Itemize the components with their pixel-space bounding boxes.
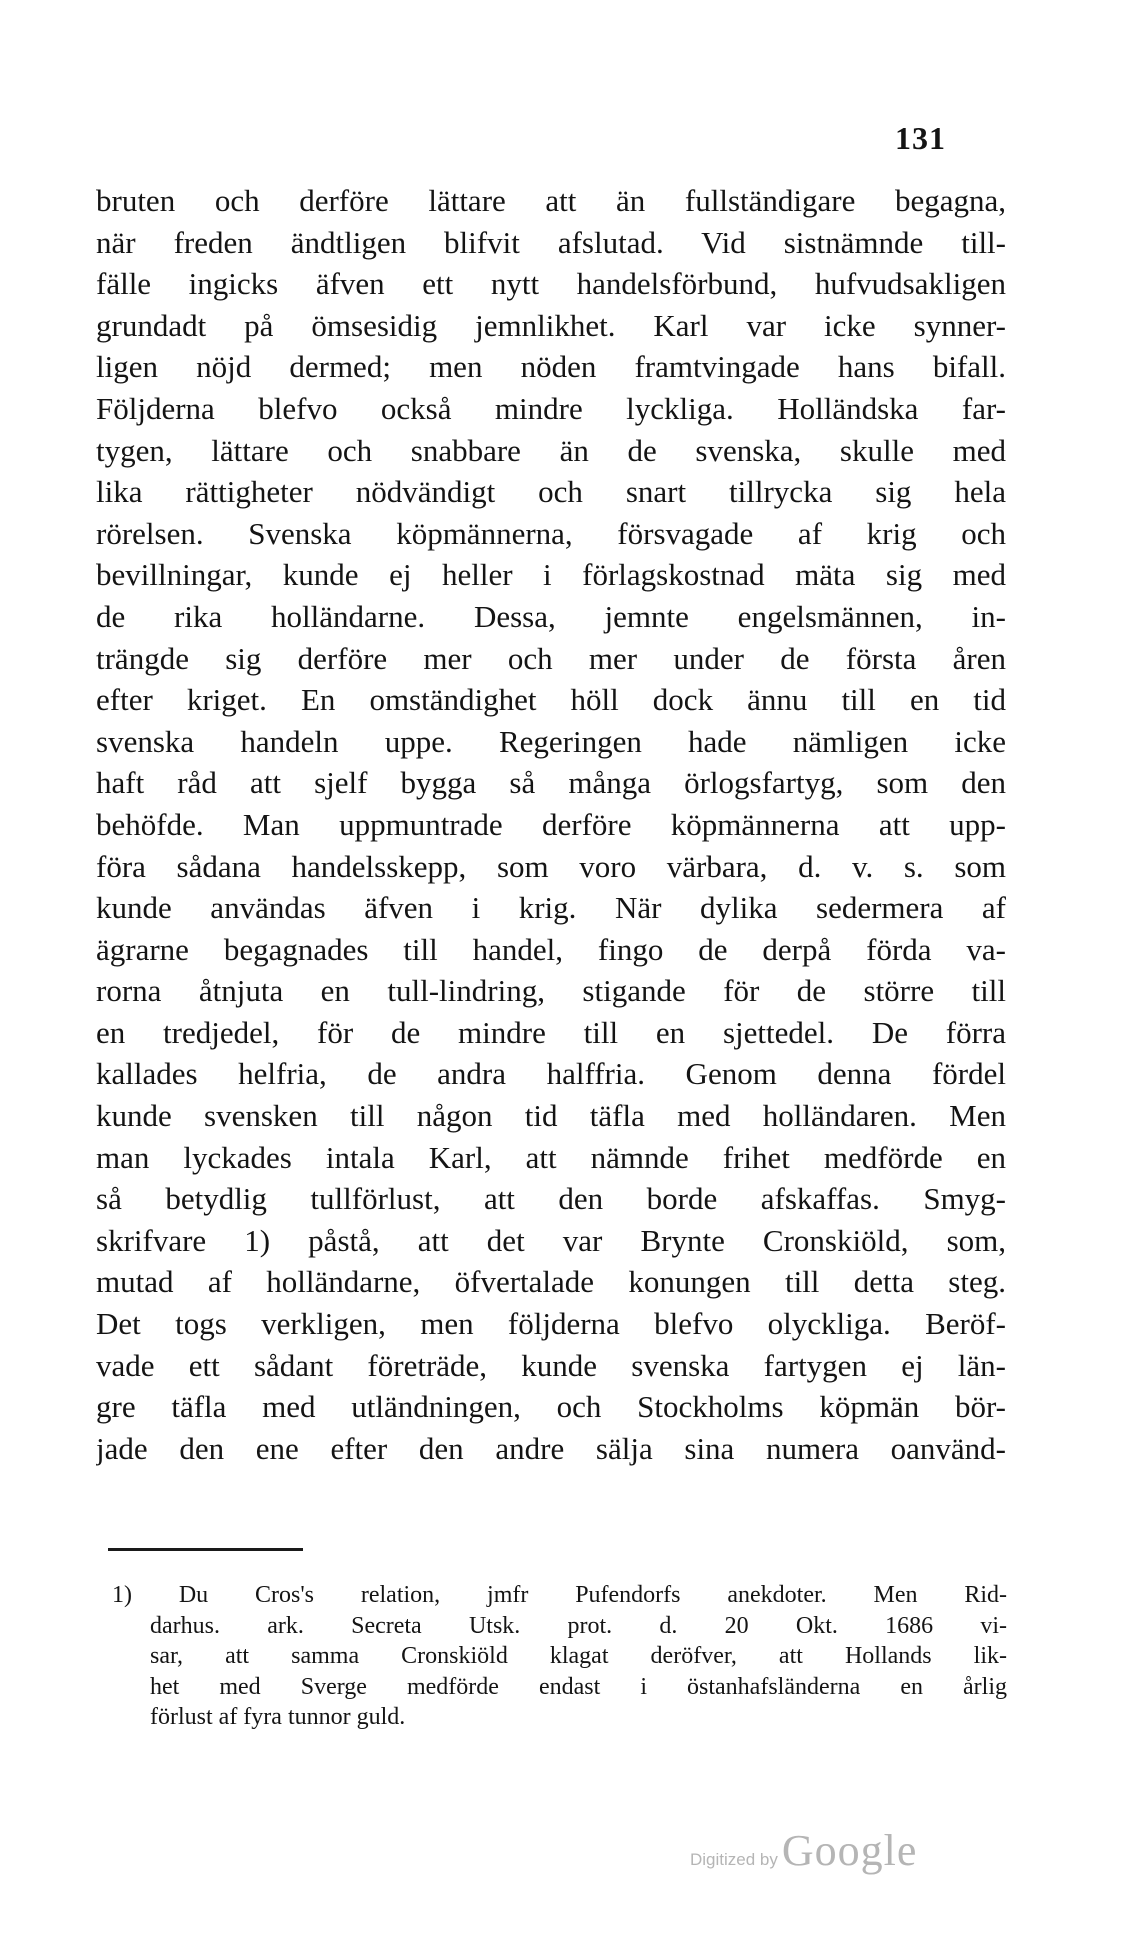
watermark-prefix: Digitized by xyxy=(690,1850,778,1869)
text-line: vade ett sådant företräde, kunde svenska fartygen ej län- xyxy=(96,1347,1006,1383)
text-line: haft råd att sjelf bygga så många örlogsfartyg, som den xyxy=(96,765,1006,801)
text-line: gre täfla med utländningen, och Stockholms köpmän bör- xyxy=(96,1389,1006,1425)
text-line: Följderna blefvo också mindre lyckliga. Holländska far- xyxy=(96,390,1006,426)
text-line: Det togs verkligen, men följderna blefvo olyckliga. Beröf- xyxy=(96,1306,1006,1342)
text-line: svenska handeln uppe. Regeringen hade nämligen icke xyxy=(96,723,1006,759)
text-line: lika rättigheter nödvändigt och snart tillrycka sig hela xyxy=(96,474,1006,510)
text-line: rorna åtnjuta en tull-lindring, stigande för de större till xyxy=(96,973,1006,1009)
text-line: de rika holländarne. Dessa, jemnte engelsmännen, in- xyxy=(96,598,1006,634)
text-line: mutad af holländarne, öfvertalade konungen till detta steg. xyxy=(96,1264,1006,1300)
text-line: bruten och derföre lättare att än fullständigare begagna, xyxy=(96,183,1006,218)
text-line: efter kriget. En omständighet höll dock ännu till en tid xyxy=(96,682,1006,718)
footnote-line: sar, att samma Cronskiöld klagat deröfver, att Hollands lik- xyxy=(150,1643,1007,1669)
text-line: jade den ene efter den andre sälja sina numera oanvänd- xyxy=(96,1430,1006,1466)
footnote-line: 1) Du Cros's relation, jmfr Pufendorfs anekdoter. Men Rid- xyxy=(112,1582,1007,1608)
text-line: man lyckades intala Karl, att nämnde frihet medförde en xyxy=(96,1139,1006,1175)
footnote-line: förlust af fyra tunnor guld. xyxy=(150,1704,406,1730)
footnote-line: darhus. ark. Secreta Utsk. prot. d. 20 Okt. 1686 vi- xyxy=(150,1612,1007,1639)
text-line: kunde svensken till någon tid täfla med holländaren. Men xyxy=(96,1098,1006,1134)
text-line: när freden ändtligen blifvit afslutad. Vid sistnämnde till- xyxy=(96,224,1006,260)
text-line: rörelsen. Svenska köpmännerna, försvagade af krig och xyxy=(96,515,1006,551)
page-number: 131 xyxy=(895,120,946,156)
text-line: föra sådana handelsskepp, som voro värbara, d. v. s. som xyxy=(96,848,1006,884)
text-line: bevillningar, kunde ej heller i förlagskostnad mäta sig med xyxy=(96,557,1006,593)
text-line: grundadt på ömsesidig jemnlikhet. Karl var icke synner- xyxy=(96,307,1006,343)
text-line: skrifvare 1) påstå, att det var Brynte Cronskiöld, som, xyxy=(96,1222,1006,1258)
text-line: ligen nöjd dermed; men nöden framtvingade hans bifall. xyxy=(96,349,1006,385)
footnote-line: het med Sverge medförde endast i östanhafsländerna en årlig xyxy=(150,1673,1007,1700)
text-line: en tredjedel, för de mindre till en sjettedel. De förra xyxy=(96,1014,1006,1050)
google-logo: Google xyxy=(781,1826,918,1875)
text-line: tygen, lättare och snabbare än de svenska, skulle med xyxy=(96,432,1006,468)
digitization-watermark xyxy=(690,1825,917,1876)
text-line: så betydlig tullförlust, att den borde afskaffas. Smyg- xyxy=(96,1181,1006,1217)
text-line: ägrarne begagnades till handel, fingo de derpå förda va- xyxy=(96,931,1006,967)
text-line: kallades helfria, de andra halffria. Genom denna fördel xyxy=(96,1056,1006,1092)
text-line: behöfde. Man uppmuntrade derföre köpmännerna att upp- xyxy=(96,806,1006,842)
body-text xyxy=(96,180,1006,1469)
footnote-divider xyxy=(108,1548,303,1551)
footnote xyxy=(112,1580,1007,1733)
text-line: trängde sig derföre mer och mer under de första åren xyxy=(96,640,1006,676)
text-line: kunde användas äfven i krig. När dylika sedermera af xyxy=(96,890,1006,926)
text-line: fälle ingicks äfven ett nytt handelsförbund, hufvudsakligen xyxy=(96,266,1006,302)
